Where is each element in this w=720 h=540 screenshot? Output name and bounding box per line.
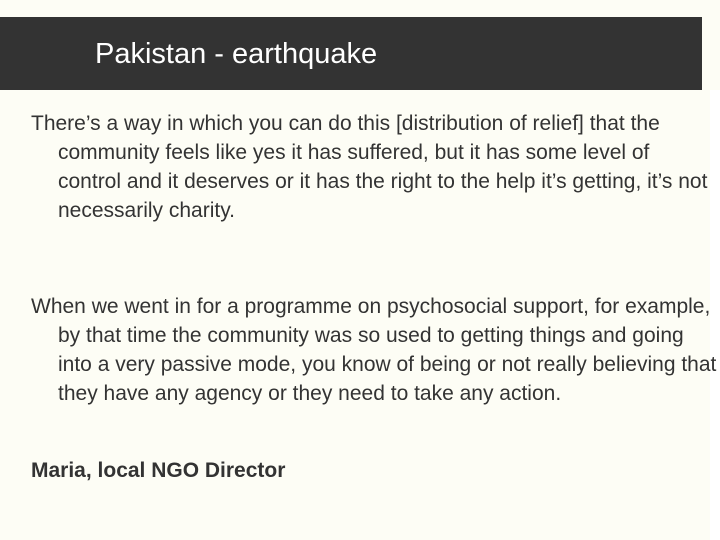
- quote-paragraph-2: When we went in for a programme on psychosocial support, for example, by that time the community was so used to getting things and going into a very passive mode, you know of being or not really believing that they have any agency or they need to take any action.: [31, 295, 717, 405]
- quote-paragraph-1: There’s a way in which you can do this [distribution of relief] that the community feels like yes it has suffered, but it has some level of control and it deserves or it has the right to the help it’s getting, it’s not necessarily charity.: [31, 112, 708, 222]
- slide-title: Pakistan - earthquake: [95, 38, 378, 70]
- quote-attribution: Maria, local NGO Director: [31, 459, 286, 482]
